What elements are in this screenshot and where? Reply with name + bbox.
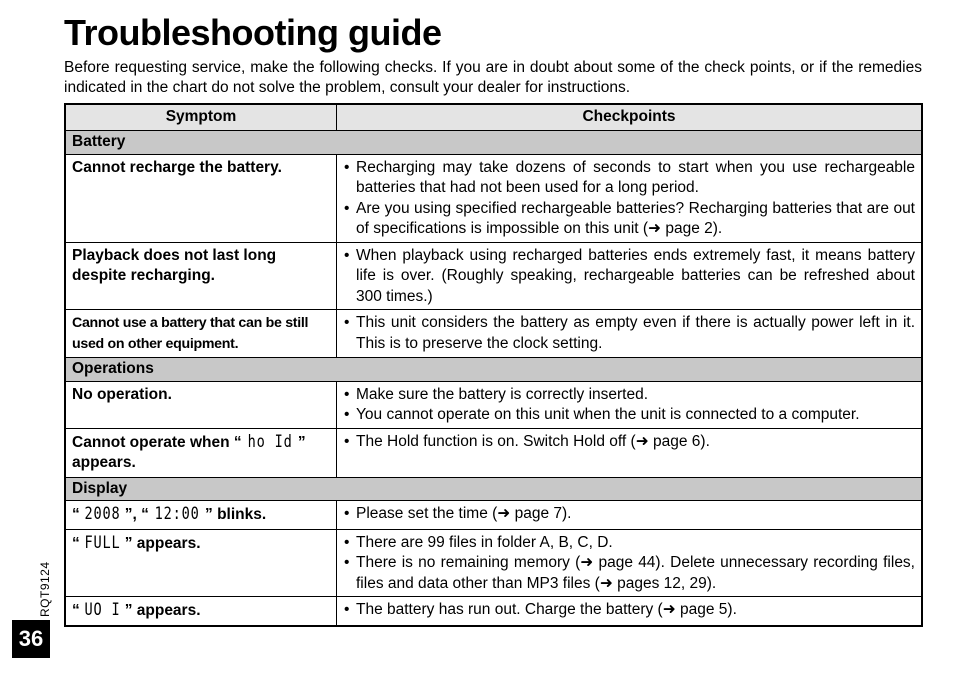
lcd-year-indicator: 2008 <box>84 504 121 524</box>
symptom-cell <box>65 529 337 597</box>
checkpoint-item: • There are 99 files in folder A, B, C, D. <box>343 533 915 554</box>
lcd-time-indicator: 12:00 <box>154 504 200 524</box>
table-row <box>65 310 922 358</box>
checkpoint-item: • Recharging may take dozens of seconds to start when you use rechargeable batteries that had not been used for a long period. <box>343 158 915 199</box>
page-title: Troubleshooting guide <box>64 12 442 53</box>
symptom-text: ”, “ <box>124 506 149 523</box>
checkpoints-cell <box>337 597 923 626</box>
symptom-text: ” appears. <box>124 602 201 619</box>
symptom-cell <box>65 501 337 530</box>
intro-paragraph: Before requesting service, make the following checks. If you are in doubt about some of the check points, or if the remedies indicated in the chart do not solve the problem, consult your dealer for instructions. <box>64 59 922 96</box>
checkpoint-item: • The Hold function is on. Switch Hold off (➜ page 6). <box>343 432 915 453</box>
symptom-cell: Playback does not last long despite recharging. <box>65 242 337 310</box>
troubleshooting-table <box>64 103 923 627</box>
symptom-text: “ <box>72 506 80 523</box>
symptom-cell <box>65 597 337 626</box>
table-row <box>65 597 922 626</box>
symptom-text: ” appears. <box>124 534 201 552</box>
checkpoints-cell <box>337 428 923 477</box>
checkpoint-item: • When playback using recharged batteries ends extremely fast, it means battery life is over. (Roughly speaking, rechargeable batteries can be refreshed about 300 times.) <box>343 246 915 308</box>
lcd-hold-indicator: ho Id <box>247 431 293 452</box>
symptom-cell <box>65 428 337 477</box>
section-label: Battery <box>65 131 922 155</box>
symptom-text: ” blinks. <box>205 506 267 523</box>
section-row-operations <box>65 358 922 382</box>
table-row <box>65 154 922 242</box>
section-label: Display <box>65 477 922 501</box>
checkpoints-cell <box>337 381 923 428</box>
checkpoint-item: • The battery has run out. Charge the battery (➜ page 5). <box>343 600 915 621</box>
symptom-cell: No operation. <box>65 381 337 428</box>
table-row <box>65 529 922 597</box>
table-row <box>65 501 922 530</box>
symptom-text: “ <box>72 534 80 552</box>
section-row-display <box>65 477 922 501</box>
lcd-battery-indicator: UO I <box>84 600 121 620</box>
table-row <box>65 242 922 310</box>
table-header-row <box>65 104 922 131</box>
symptom-cell: Cannot recharge the battery. <box>65 154 337 242</box>
checkpoint-item: • Please set the time (➜ page 7). <box>343 504 915 525</box>
checkpoints-cell <box>337 529 923 597</box>
symptom-text: “ <box>72 602 80 619</box>
table-row <box>65 381 922 428</box>
checkpoint-item: • Make sure the battery is correctly inserted. <box>343 385 915 406</box>
section-label: Operations <box>65 358 922 382</box>
checkpoints-cell <box>337 310 923 358</box>
checkpoint-item: • There is no remaining memory (➜ page 44). Delete unnecessary recording files, files and data other than MP3 files (➜ pages 12, 29). <box>343 553 915 594</box>
checkpoints-cell <box>337 242 923 310</box>
page-number: 36 <box>12 620 50 658</box>
checkpoint-item: • You cannot operate on this unit when the unit is connected to a computer. <box>343 405 915 426</box>
header-checkpoints: Checkpoints <box>337 104 923 131</box>
symptom-text: ” appears. <box>72 433 306 471</box>
checkpoints-cell <box>337 154 923 242</box>
table-row <box>65 428 922 477</box>
symptom-cell: Cannot use a battery that can be still used on other equipment. <box>65 310 337 358</box>
checkpoint-item: • Are you using specified rechargeable batteries? Recharging batteries that are out of specifications is impossible on this unit (➜ page 2). <box>343 199 915 240</box>
document-code: RQT9124 <box>38 561 52 617</box>
lcd-full-indicator: FULL <box>84 532 121 553</box>
header-symptom: Symptom <box>65 104 337 131</box>
symptom-text: Cannot operate when “ <box>72 433 242 451</box>
checkpoint-item: • This unit considers the battery as empty even if there is actually power left in it. This is to preserve the clock setting. <box>343 313 915 354</box>
checkpoints-cell <box>337 501 923 530</box>
section-row-battery <box>65 131 922 155</box>
